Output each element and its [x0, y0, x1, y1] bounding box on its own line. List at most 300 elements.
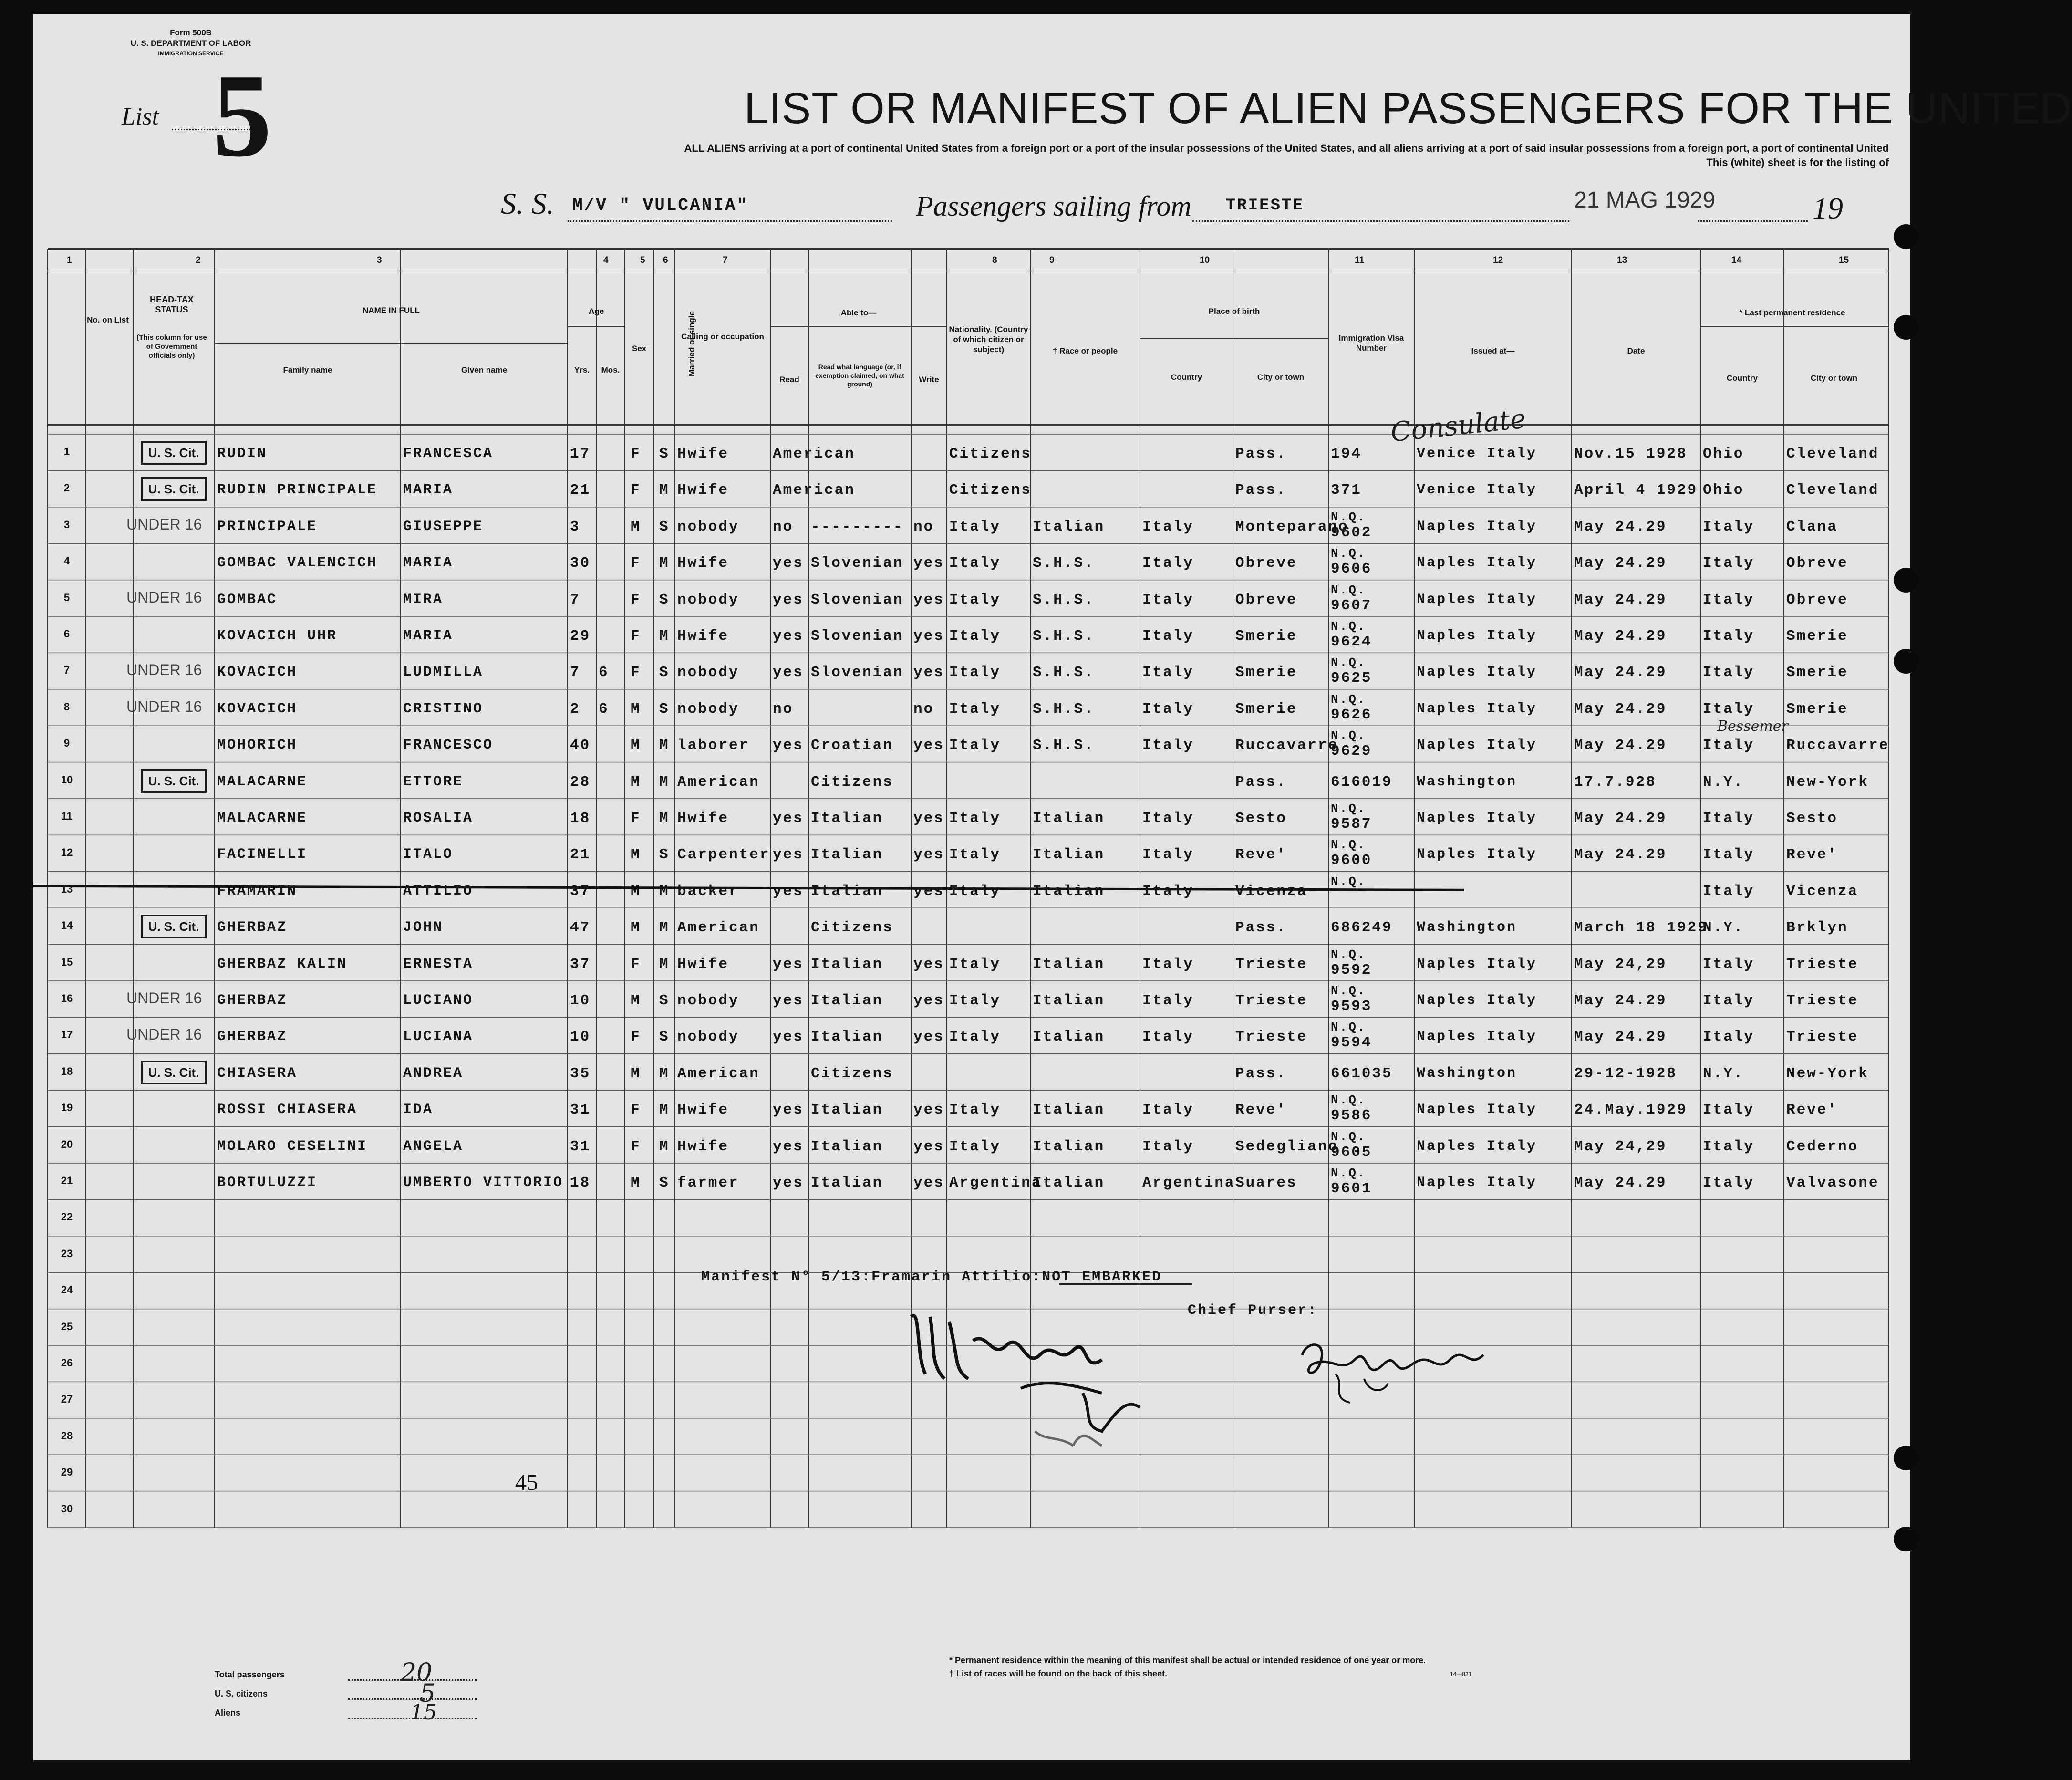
binder-hole — [1894, 1446, 1918, 1470]
cell-city: Smerie — [1235, 628, 1297, 645]
header-write: Write — [919, 375, 939, 384]
cell-family: GHERBAZ — [217, 992, 288, 1009]
row-number: 7 — [63, 664, 70, 677]
cell-race: Italian — [1033, 810, 1105, 827]
manifest-title: LIST OR MANIFEST OF ALIEN PASSENGERS FOR THE UNITED — [744, 84, 2072, 133]
cell-issued: Venice Italy — [1417, 446, 1537, 462]
cell-occ: Hwife — [677, 956, 729, 973]
cell-race: S.H.S. — [1033, 555, 1095, 572]
cell-rcountry: Italy — [1703, 1138, 1755, 1155]
cell-read: yes — [773, 992, 804, 1009]
row-number: 29 — [61, 1466, 73, 1478]
cell-occ: Hwife — [677, 628, 729, 645]
headtax-stamp: UNDER 16 — [126, 697, 202, 715]
cell-sex: M — [631, 737, 641, 754]
header-residence: * Last permanent residence — [1739, 308, 1845, 317]
cell-rcity: Brklyn — [1786, 919, 1848, 937]
headtax-stamp: U. S. Cit. — [141, 441, 207, 465]
visa-quota-code: N.Q. — [1331, 1020, 1367, 1035]
list-number: 5 — [212, 50, 272, 182]
cell-nat: Italy — [949, 518, 1001, 535]
cell-yrs: 21 — [570, 482, 591, 499]
cell-write: yes — [913, 664, 944, 681]
cell-rcity: Sesto — [1786, 810, 1838, 827]
cell-family: MALACARNE — [217, 773, 308, 790]
cell-family: CHIASERA — [217, 1065, 298, 1082]
cell-write: yes — [913, 810, 944, 827]
cell-ms: S — [659, 518, 670, 535]
cell-rcity: Trieste — [1786, 1029, 1859, 1046]
cell-occ: laborer — [677, 737, 750, 754]
cell-yrs: 3 — [570, 518, 580, 535]
cell-occ: American — [677, 919, 760, 937]
cell-given: GIUSEPPE — [403, 518, 484, 535]
cell-issued: Washington — [1417, 1065, 1517, 1082]
table-row — [33, 580, 1910, 616]
cell-city: Obreve — [1235, 591, 1297, 608]
table-row — [33, 872, 1910, 908]
cell-sex: F — [631, 1029, 641, 1046]
chief-purser-label: Chief Purser: — [1188, 1302, 1318, 1319]
cell-write: yes — [913, 628, 944, 645]
cell-race: S.H.S. — [1033, 700, 1095, 718]
header-no: No. on List — [87, 315, 129, 324]
cell-nat: Italy — [949, 1102, 1001, 1119]
department-name: U. S. DEPARTMENT OF LABOR — [130, 39, 251, 48]
table-row — [33, 434, 1910, 470]
cell-issued: Naples Italy — [1417, 810, 1537, 826]
row-number: 19 — [61, 1102, 73, 1114]
cell-city: Smerie — [1235, 664, 1297, 681]
cell-read: yes — [773, 846, 804, 864]
row-number: 4 — [63, 555, 70, 567]
year-prefix: 19 — [1813, 191, 1843, 225]
cell-date: May 24.29 — [1574, 992, 1667, 1009]
cell-family: GHERBAZ — [217, 919, 288, 936]
cell-read: yes — [773, 1102, 804, 1119]
cell-ms: S — [659, 446, 670, 462]
cell-yrs: 18 — [570, 1175, 591, 1191]
cell-race: Italian — [1033, 956, 1105, 973]
cell-given: ITALO — [403, 846, 454, 863]
cell-rcity: Cederno — [1786, 1138, 1859, 1155]
cell-yrs: 30 — [570, 555, 591, 572]
cell-issued: Naples Italy — [1417, 737, 1537, 754]
cell-issued: Naples Italy — [1417, 956, 1537, 972]
column-number: 12 — [1493, 255, 1503, 265]
cell-rcity: Reve' — [1786, 846, 1838, 864]
header-country: Country — [1171, 373, 1202, 382]
cell-ms: M — [659, 810, 670, 827]
footnote-code: 14—831 — [1450, 1671, 1472, 1677]
form-number: Form 500B — [170, 28, 212, 37]
cell-nat: Italy — [949, 992, 1001, 1009]
headtax-stamp: UNDER 16 — [126, 1026, 202, 1043]
cell-lang: Slovenian — [811, 664, 904, 681]
cell-read: yes — [773, 628, 804, 645]
cell-city: Pass. — [1235, 773, 1287, 791]
cell-read: yes — [773, 664, 804, 681]
cell-issued: Naples Italy — [1417, 700, 1537, 717]
cell-lang: Italian — [811, 992, 883, 1009]
visa-quota-code: N.Q. — [1331, 1093, 1367, 1108]
cell-lang: Italian — [811, 1029, 883, 1046]
cell-country: Italy — [1142, 1029, 1194, 1046]
cell-yrs: 47 — [570, 919, 591, 937]
column-number: 10 — [1200, 255, 1210, 265]
cell-visa: 9587 — [1331, 816, 1372, 833]
cell-rcity: New-York — [1786, 1065, 1869, 1082]
cell-yrs: 29 — [570, 628, 591, 645]
cell-visa: 371 — [1331, 482, 1362, 499]
headtax-stamp: U. S. Cit. — [141, 769, 207, 793]
cell-given: JOHN — [403, 919, 444, 936]
cell-ms: S — [659, 1029, 670, 1046]
row-number: 28 — [61, 1429, 73, 1442]
cell-race: Italian — [1033, 883, 1105, 900]
cell-family: MOHORICH — [217, 737, 298, 754]
cell-rcity: Obreve — [1786, 555, 1848, 572]
cell-sex: F — [631, 555, 641, 572]
cell-country: Italy — [1142, 956, 1194, 973]
cell-given: IDA — [403, 1102, 434, 1118]
table-row — [33, 543, 1910, 580]
row-number: 11 — [61, 810, 73, 822]
header-family: Family name — [283, 365, 332, 375]
header-issued: Issued at— — [1471, 346, 1515, 355]
cell-occ: nobody — [677, 518, 739, 535]
residence-correction: Bessemer — [1717, 718, 1788, 735]
headtax-stamp: U. S. Cit. — [141, 915, 207, 938]
cell-rcountry: Italy — [1703, 700, 1755, 718]
column-number: 15 — [1839, 255, 1849, 265]
cell-city: Smerie — [1235, 700, 1297, 718]
cell-race: Italian — [1033, 1175, 1105, 1191]
cell-country: Italy — [1142, 737, 1194, 754]
cell-city: Monteparano — [1235, 518, 1349, 535]
cell-read: yes — [773, 737, 804, 754]
cell-rcity: Trieste — [1786, 956, 1859, 973]
cell-write: yes — [913, 1175, 944, 1191]
aliens-value: 15 — [410, 1700, 437, 1725]
cell-sex: M — [631, 846, 641, 864]
cell-sex: F — [631, 664, 641, 681]
cell-write: yes — [913, 956, 944, 973]
visa-quota-code: N.Q. — [1331, 510, 1367, 524]
cell-city: Ruccavarre — [1235, 737, 1339, 754]
cell-nat: Citizens — [949, 446, 1032, 462]
cell-write: yes — [913, 555, 944, 572]
table-row — [33, 1054, 1910, 1090]
cell-nat: Citizens — [949, 482, 1032, 499]
row-number: 22 — [61, 1211, 73, 1223]
cell-occ: Hwife — [677, 1102, 729, 1119]
cell-given: LUDMILLA — [403, 664, 484, 681]
row-number: 13 — [61, 883, 73, 895]
cell-given: LUCIANA — [403, 1029, 474, 1045]
inspector-signature — [901, 1288, 1197, 1455]
row-number: 8 — [63, 700, 70, 713]
column-number: 3 — [377, 255, 382, 265]
header-mos: Mos. — [601, 365, 620, 375]
cell-write: no — [913, 518, 934, 535]
table-row — [33, 799, 1910, 835]
cell-sex: F — [631, 482, 641, 499]
cell-issued: Naples Italy — [1417, 518, 1537, 535]
table-row — [33, 653, 1910, 689]
row-number: 27 — [61, 1393, 73, 1405]
cell-visa: 9602 — [1331, 524, 1372, 541]
cell-date: May 24.29 — [1574, 846, 1667, 864]
cell-write: yes — [913, 1138, 944, 1155]
column-number: 1 — [67, 255, 72, 265]
cell-country: Italy — [1142, 700, 1194, 718]
cell-write: yes — [913, 737, 944, 754]
table-row — [33, 1090, 1910, 1126]
cell-nat: Italy — [949, 883, 1001, 900]
cell-rcountry: Italy — [1703, 591, 1755, 608]
header-res-country: Country — [1726, 374, 1758, 383]
cell-sex: M — [631, 992, 641, 1009]
cell-family: GHERBAZ KALIN — [217, 956, 348, 972]
cell-race: Italian — [1033, 1102, 1105, 1119]
cell-nat: Italy — [949, 591, 1001, 608]
cell-city: Pass. — [1235, 1065, 1287, 1082]
row-number: 21 — [61, 1175, 73, 1187]
cell-occ: Hwife — [677, 1138, 729, 1155]
cell-given: ERNESTA — [403, 956, 474, 972]
table-row — [33, 908, 1910, 944]
date-stamp: 21 MAG 1929 — [1574, 187, 1716, 213]
us-citizens-line — [348, 1698, 477, 1700]
cell-race: S.H.S. — [1033, 591, 1095, 608]
cell-visa: 9601 — [1331, 1180, 1372, 1197]
row-number: 24 — [61, 1284, 73, 1296]
cell-lang: Italian — [811, 883, 883, 900]
cell-ms: M — [659, 919, 670, 937]
cell-lang: Citizens — [811, 919, 893, 937]
cell-read: yes — [773, 810, 804, 827]
cell-given: FRANCESCO — [403, 737, 494, 754]
cell-ms: M — [659, 737, 670, 754]
cell-nat: Italy — [949, 1138, 1001, 1155]
row-number: 25 — [61, 1320, 73, 1332]
cell-yrs: 37 — [570, 956, 591, 973]
cell-given: MARIA — [403, 628, 454, 644]
cell-family: GOMBAC VALENCICH — [217, 555, 378, 572]
cell-write: yes — [913, 591, 944, 608]
cell-yrs: 40 — [570, 737, 591, 754]
cell-country: Italy — [1142, 664, 1194, 681]
binder-hole — [1894, 224, 1918, 249]
visa-quota-code: N.Q. — [1331, 838, 1367, 853]
cell-city: Reve' — [1235, 1102, 1287, 1119]
cell-rcountry: Italy — [1703, 1029, 1755, 1046]
total-passengers-value: 20 — [401, 1658, 433, 1687]
cell-yrs: 31 — [570, 1102, 591, 1119]
cell-rcity: Cleveland — [1786, 446, 1879, 462]
cell-rcountry: N.Y. — [1703, 1065, 1744, 1082]
cell-lang: Slovenian — [811, 555, 904, 572]
cell-sex: F — [631, 1138, 641, 1155]
cell-country: Italy — [1142, 1138, 1194, 1155]
manifest-note-underline — [1059, 1283, 1192, 1285]
cell-given: LUCIANO — [403, 992, 474, 1009]
cell-yrs: 2 — [570, 700, 580, 718]
cell-given: MARIA — [403, 482, 454, 499]
cell-city: Trieste — [1235, 956, 1308, 973]
cell-race: Italian — [1033, 846, 1105, 864]
header-read-language: Read what language (or, if exemption claimed, on what ground) — [815, 363, 904, 388]
cell-date: May 24.29 — [1574, 737, 1667, 754]
cell-given: MARIA — [403, 555, 454, 572]
cell-ms: M — [659, 628, 670, 645]
table-row — [33, 1236, 1910, 1272]
cell-nat: Italy — [949, 846, 1001, 864]
row-number: 5 — [63, 591, 70, 604]
cell-given: MIRA — [403, 591, 444, 608]
cell-race: Italian — [1033, 518, 1105, 535]
row-number: 15 — [61, 956, 73, 968]
total-passengers-line — [348, 1679, 477, 1681]
cell-rcountry: N.Y. — [1703, 773, 1744, 791]
table-row — [33, 762, 1910, 799]
cell-nat: Italy — [949, 700, 1001, 718]
subtitle-line-1: ALL ALIENS arriving at a port of continental United States from a foreign port or a port of the insular possessions of the United States, and all aliens arriving at a port of said insular possessions from a foreign port, a port of continental United — [684, 142, 1889, 154]
cell-ms: S — [659, 664, 670, 681]
header-sex: Sex — [632, 344, 647, 353]
cell-race: S.H.S. — [1033, 737, 1095, 754]
cell-issued: Naples Italy — [1417, 846, 1537, 863]
subtitle-line-2: This (white) sheet is for the listing of — [1706, 156, 1889, 168]
cell-date: May 24.29 — [1574, 555, 1667, 572]
cell-country: Italy — [1142, 883, 1194, 900]
cell-rcity: Cleveland — [1786, 482, 1879, 499]
row-number: 6 — [63, 628, 70, 640]
cell-issued: Washington — [1417, 773, 1517, 790]
cell-sex: M — [631, 919, 641, 937]
row-number: 20 — [61, 1138, 73, 1150]
cell-date: May 24.29 — [1574, 591, 1667, 608]
table-row — [33, 1491, 1910, 1528]
cell-sex: M — [631, 1175, 641, 1191]
cell-lang: Italian — [811, 1175, 883, 1191]
cell-write: no — [913, 700, 934, 718]
cell-rcountry: Italy — [1703, 664, 1755, 681]
cell-lang: Slovenian — [811, 591, 904, 608]
ss-label: S. S. — [501, 187, 554, 220]
cell-rcountry: Italy — [1703, 810, 1755, 827]
cell-occ: backer — [677, 883, 739, 900]
cell-race: S.H.S. — [1033, 628, 1095, 645]
header-headtax: HEAD-TAX STATUS — [150, 295, 194, 314]
table-row — [33, 726, 1910, 762]
cell-rcity: Smerie — [1786, 664, 1848, 681]
footnote-permanent: * Permanent residence within the meaning of this manifest shall be actual or intended residence of one year or more. — [949, 1655, 1426, 1665]
table-row — [33, 981, 1910, 1017]
cell-family: KOVACICH — [217, 664, 298, 681]
headtax-stamp: UNDER 16 — [126, 989, 202, 1007]
cell-issued: Naples Italy — [1417, 1102, 1537, 1118]
cell-read: yes — [773, 1138, 804, 1155]
cell-visa: 9606 — [1331, 561, 1372, 578]
cell-city: Trieste — [1235, 992, 1308, 1009]
cell-issued: Naples Italy — [1417, 555, 1537, 572]
cell-family: ROSSI CHIASERA — [217, 1102, 358, 1118]
cell-race: S.H.S. — [1033, 664, 1095, 681]
cell-issued: Naples Italy — [1417, 992, 1537, 1009]
row-number: 14 — [61, 919, 73, 932]
table-row — [33, 507, 1910, 543]
cell-occ: Hwife — [677, 810, 729, 827]
cell-yrs: 10 — [570, 992, 591, 1009]
cell-yrs: 21 — [570, 846, 591, 864]
cell-rcountry: N.Y. — [1703, 919, 1744, 937]
list-label: List — [122, 103, 159, 130]
cell-sex: M — [631, 773, 641, 791]
cell-yrs: 37 — [570, 883, 591, 900]
cell-nat: Italy — [949, 628, 1001, 645]
visa-quota-code: N.Q. — [1331, 729, 1367, 743]
cell-occ: American — [677, 1065, 760, 1082]
visa-quota-code: N.Q. — [1331, 692, 1367, 707]
column-number: 11 — [1355, 255, 1365, 265]
cell-rcity: Smerie — [1786, 700, 1848, 718]
cell-country: Italy — [1142, 846, 1194, 864]
cell-family: MOLARO CESELINI — [217, 1138, 368, 1155]
cell-lang: Citizens — [811, 773, 893, 791]
cell-family: PRINCIPALE — [217, 518, 318, 535]
cell-date: May 24.29 — [1574, 1029, 1667, 1046]
cell-read: yes — [773, 591, 804, 608]
cell-nat: Italy — [949, 810, 1001, 827]
header-married: Married or single — [687, 311, 696, 376]
column-number: 5 — [640, 255, 645, 265]
visa-quota-code: N.Q. — [1331, 619, 1367, 634]
cell-visa: 9586 — [1331, 1107, 1372, 1124]
cell-visa: 9624 — [1331, 634, 1372, 650]
cell-visa: 9625 — [1331, 670, 1372, 687]
cell-nat: Argentina — [949, 1175, 1042, 1191]
cell-mos: 6 — [599, 664, 609, 681]
cell-family: RUDIN PRINCIPALE — [217, 482, 378, 499]
cell-lang: Italian — [811, 810, 883, 827]
cell-ms: S — [659, 700, 670, 718]
ship-name: M/V " VULCANIA" — [572, 196, 749, 215]
table-row — [33, 1127, 1910, 1163]
cell-sex: F — [631, 956, 641, 973]
cell-city: Obreve — [1235, 555, 1297, 572]
cell-occ: Hwife — [677, 482, 729, 499]
cell-given: FRANCESCA — [403, 446, 494, 462]
cell-given: ROSALIA — [403, 810, 474, 826]
cell-country: Italy — [1142, 518, 1194, 535]
cell-sex: F — [631, 446, 641, 462]
cell-ms: M — [659, 482, 670, 499]
cell-occ: nobody — [677, 591, 739, 608]
cell-rcountry: Italy — [1703, 1175, 1755, 1191]
cell-visa: 9607 — [1331, 597, 1372, 614]
row-number: 17 — [61, 1029, 73, 1041]
cell-date: May 24.29 — [1574, 628, 1667, 645]
cell-rcity: Clana — [1786, 518, 1838, 535]
cell-visa: 9626 — [1331, 706, 1372, 723]
cell-rcountry: Italy — [1703, 956, 1755, 973]
table-row — [33, 616, 1910, 653]
cell-write: yes — [913, 1029, 944, 1046]
cell-issued: Naples Italy — [1417, 664, 1537, 681]
cell-ms: M — [659, 1102, 670, 1119]
